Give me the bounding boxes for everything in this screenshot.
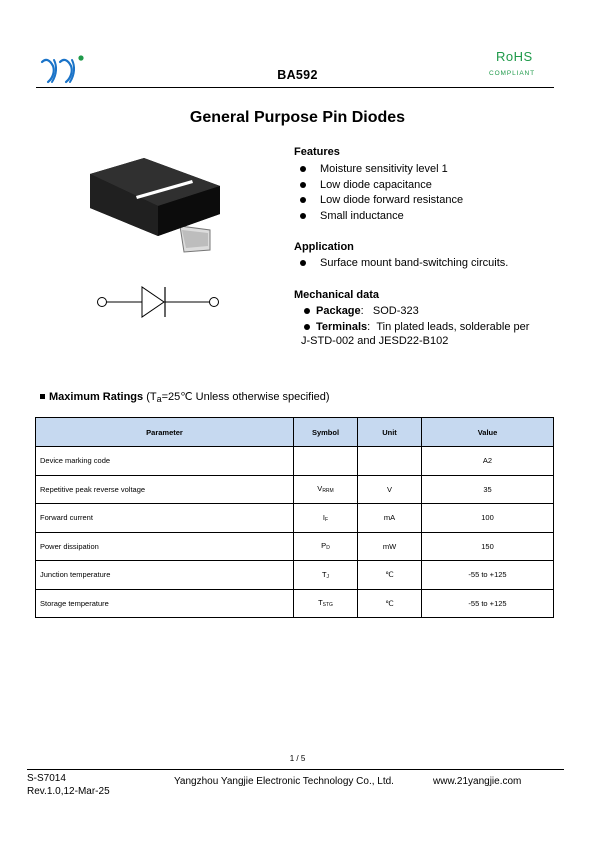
footer-divider [27, 769, 564, 770]
rohs-title: RoHS [496, 49, 533, 64]
bullet-icon [300, 197, 306, 203]
cell-unit: ℃ [358, 561, 422, 590]
cell-symbol: $I_F$ [294, 504, 358, 533]
mechanical-heading: Mechanical data [294, 289, 379, 301]
cell-unit: V [358, 475, 422, 504]
cell-value: -55 to +125 [422, 589, 554, 618]
list-item: Terminals: Tin plated leads, solderable per [294, 320, 529, 336]
cell-parameter: Storage temperature [36, 589, 294, 618]
header-divider [36, 87, 554, 88]
column-header-unit: Unit [358, 418, 422, 447]
table-row [36, 532, 554, 561]
part-number: BA592 [277, 68, 318, 82]
cell-value: 150 [422, 532, 554, 561]
mechanical-list [294, 304, 529, 335]
cell-unit: mA [358, 504, 422, 533]
table-row [36, 447, 554, 476]
cell-unit: mW [358, 532, 422, 561]
sod-323-package-icon [86, 150, 226, 265]
list-item: Low diode forward resistance [294, 193, 463, 209]
page-number: 1 / 5 [289, 754, 306, 763]
max-ratings-heading: Maximum Ratings (Ta=25℃ Unless otherwise specified) [40, 390, 330, 404]
application-section [294, 241, 508, 272]
cell-unit: ℃ [358, 589, 422, 618]
cell-value: 35 [422, 475, 554, 504]
list-item: Small inductance [294, 209, 463, 225]
website-link[interactable]: www.21yangjie.com [433, 776, 522, 787]
cell-parameter: Device marking code [36, 447, 294, 476]
column-header-value: Value [422, 418, 554, 447]
max-ratings-table [35, 417, 554, 618]
cell-symbol: $T_J$ [294, 561, 358, 590]
cell-symbol [294, 447, 358, 476]
table-row [36, 561, 554, 590]
cell-parameter: Repetitive peak reverse voltage [36, 475, 294, 504]
rohs-compliant-label: COMPLIANT [489, 70, 536, 77]
mechanical-section [294, 289, 529, 347]
column-header-parameter: Parameter [36, 418, 294, 447]
cell-value: 100 [422, 504, 554, 533]
table-header-row [36, 418, 554, 447]
square-bullet-icon [40, 394, 45, 399]
list-item: Package: SOD-323 [294, 304, 529, 320]
application-heading: Application [294, 241, 354, 253]
table-row [36, 589, 554, 618]
cell-symbol: $T_{STG}$ [294, 589, 358, 618]
cell-value: -55 to +125 [422, 561, 554, 590]
cell-parameter: Junction temperature [36, 561, 294, 590]
column-header-symbol: Symbol [294, 418, 358, 447]
list-item: Moisture sensitivity level 1 [294, 162, 463, 178]
bullet-icon [300, 166, 306, 172]
cell-parameter: Forward current [36, 504, 294, 533]
features-section [294, 146, 463, 224]
bullet-icon [304, 308, 310, 314]
cell-unit [358, 447, 422, 476]
list-item: Surface mount band-switching circuits. [294, 256, 508, 272]
company-name: Yangzhou Yangjie Electronic Technology Co., Ltd. [174, 776, 394, 787]
table-row [36, 475, 554, 504]
cell-value: A2 [422, 447, 554, 476]
revision: Rev.1.0,12-Mar-25 [27, 786, 110, 797]
cell-symbol: $P_D$ [294, 532, 358, 561]
cell-parameter: Power dissipation [36, 532, 294, 561]
doc-number: S-S7014 [27, 773, 66, 784]
terminals-continued: J-STD-002 and JESD22-B102 [301, 335, 449, 347]
document-title: General Purpose Pin Diodes [189, 109, 406, 126]
bullet-icon [300, 213, 306, 219]
list-item: Low diode capacitance [294, 178, 463, 194]
bullet-icon [304, 324, 310, 330]
features-heading: Features [294, 146, 340, 158]
table-row [36, 504, 554, 533]
bullet-icon [300, 260, 306, 266]
cell-symbol: $V_{RRM}$ [294, 475, 358, 504]
application-list [294, 256, 508, 272]
diode-symbol-icon [96, 286, 222, 322]
features-list [294, 162, 463, 224]
bullet-icon [300, 182, 306, 188]
